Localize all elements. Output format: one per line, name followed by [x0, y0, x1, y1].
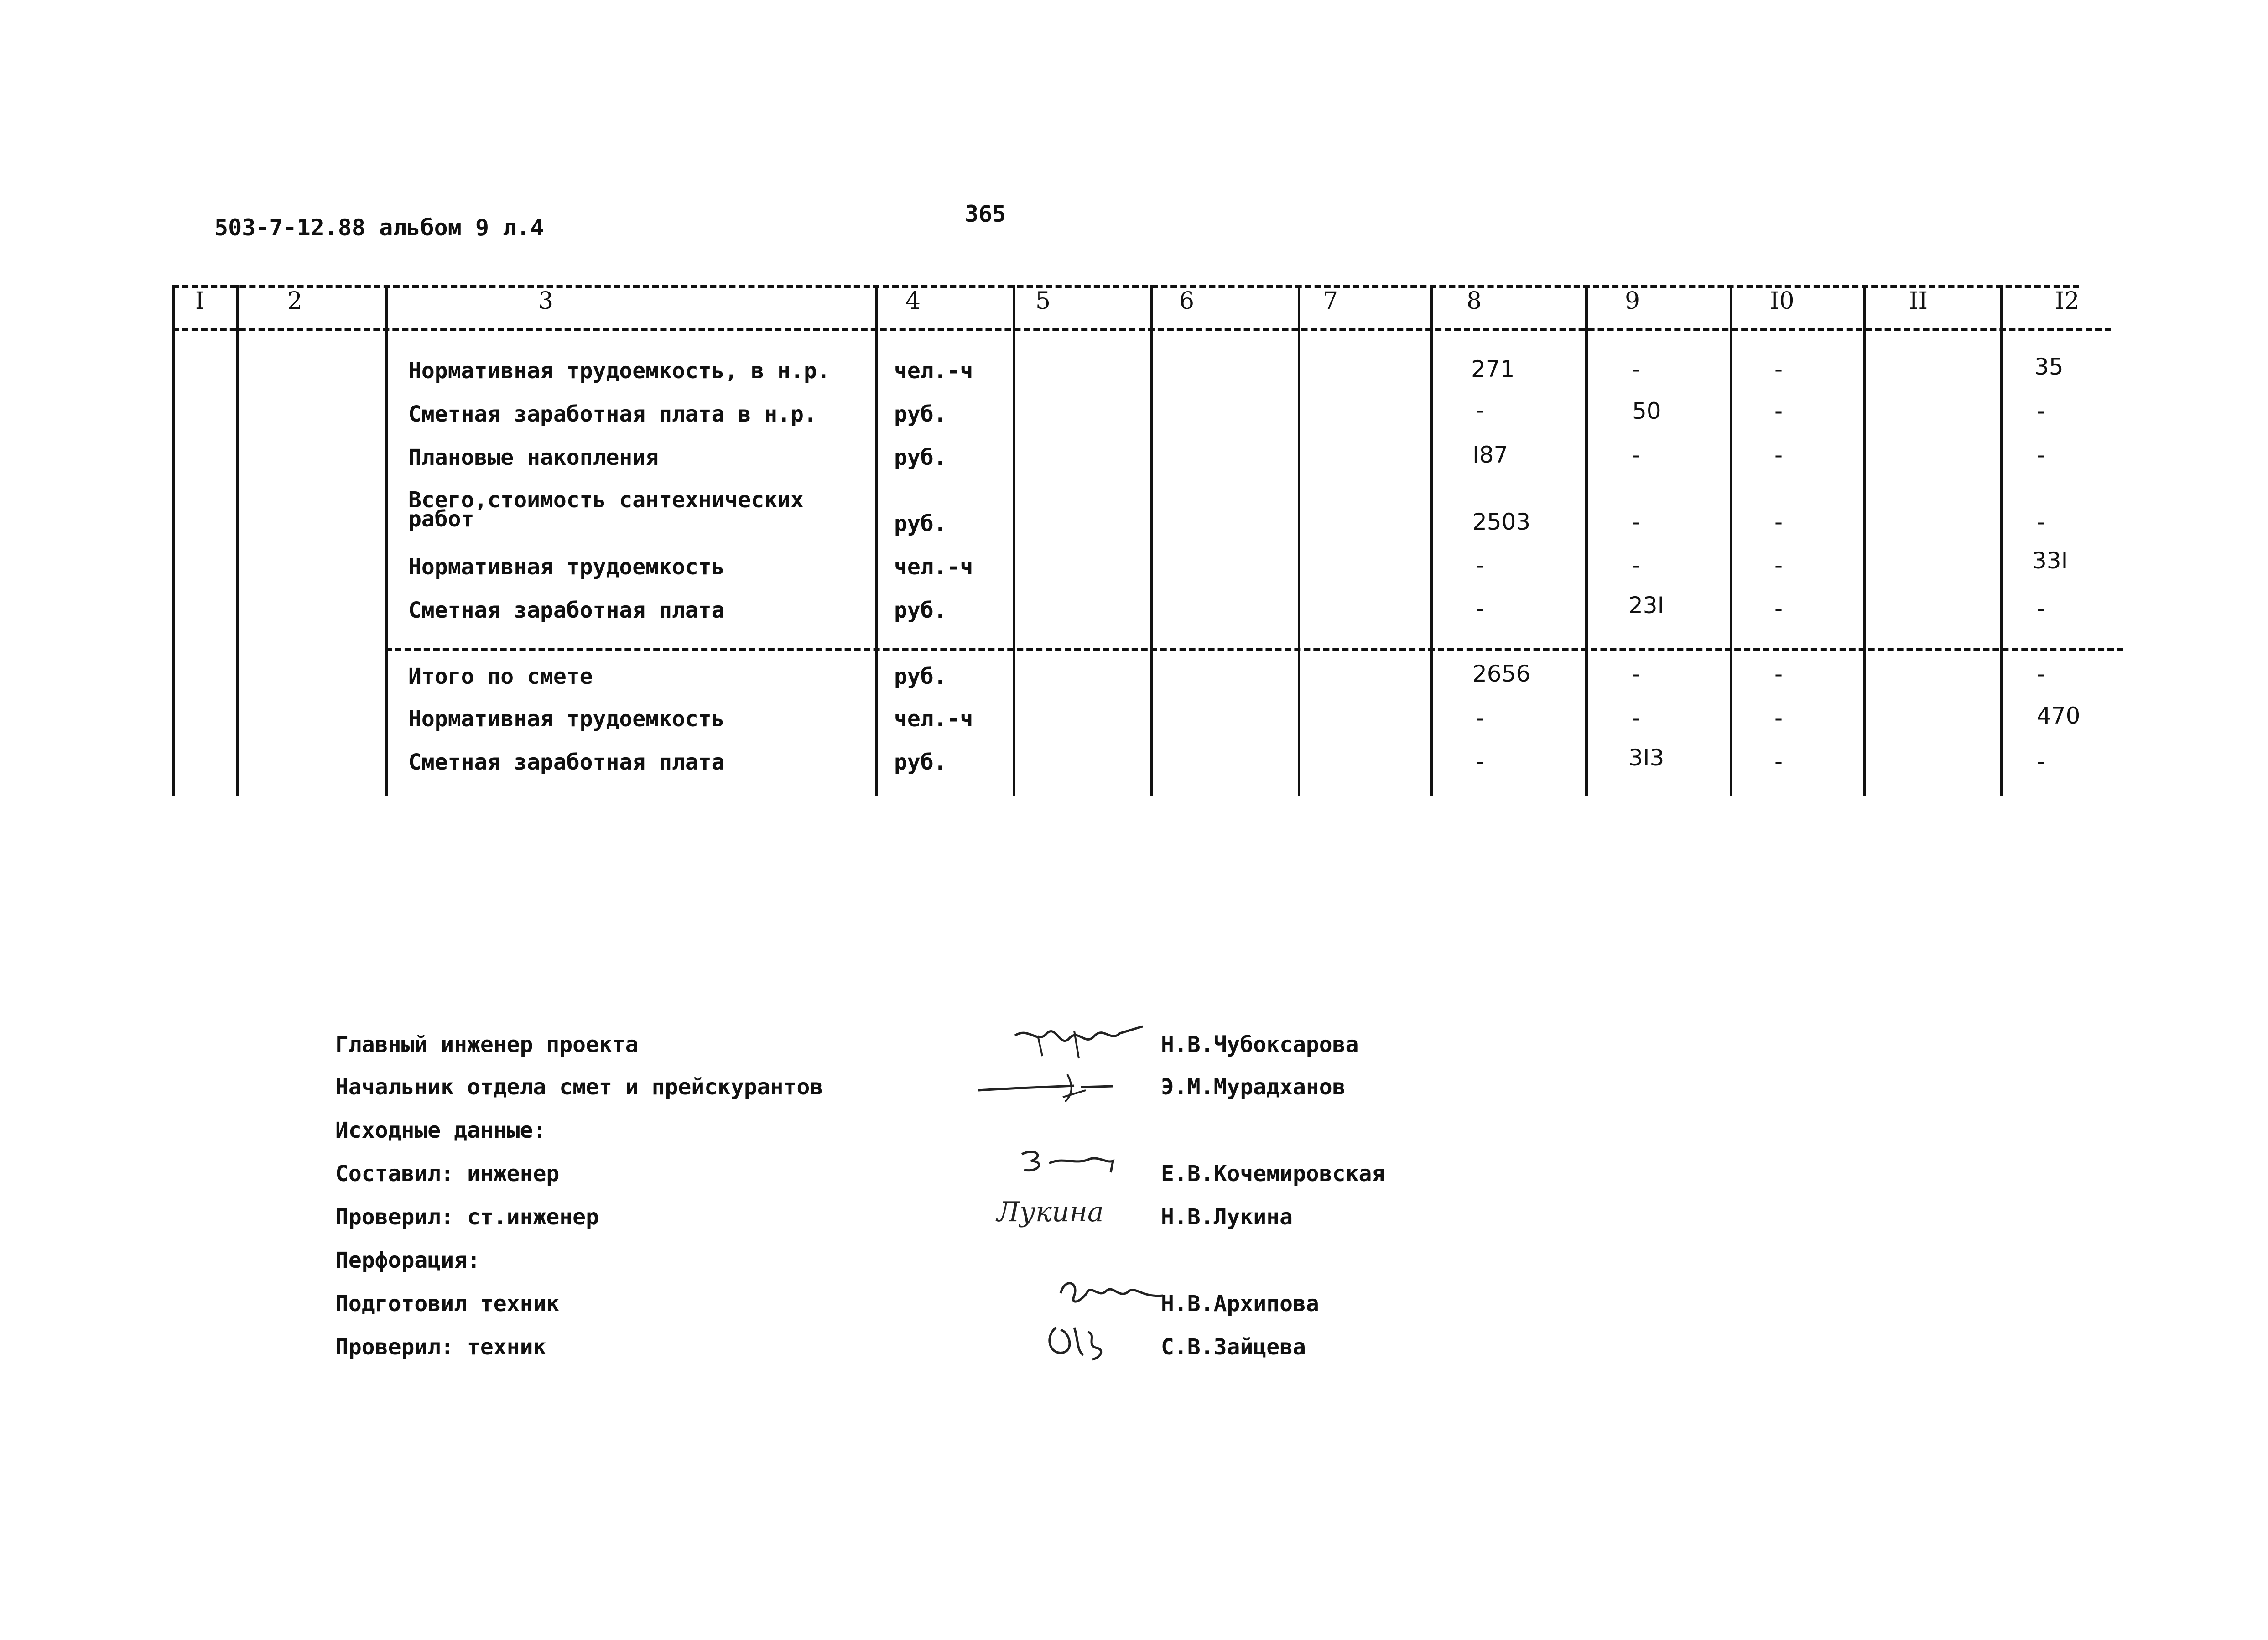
row-name: Нормативная трудоемкость [408, 554, 725, 580]
row-name: Сметная заработная плата [408, 598, 725, 623]
row-col8: - [1476, 397, 1484, 423]
row-col8: 2503 [1472, 509, 1531, 535]
row-col9: - [1632, 509, 1641, 535]
signature-arkhipova-icon [1056, 1273, 1165, 1314]
row-col10: - [1774, 552, 1783, 578]
col-header: 4 [905, 287, 921, 315]
col-rule [1013, 285, 1015, 796]
signer-role: Исходные данные: [335, 1118, 546, 1143]
signer-name: Н.В.Чубоксарова [1161, 1032, 1359, 1057]
signature-muradkhanov-icon [976, 1065, 1127, 1106]
header-bottom-rule [172, 328, 2111, 331]
signer-name: Е.В.Кочемировская [1161, 1161, 1385, 1187]
row-col10: - [1774, 595, 1783, 622]
signer-name: Э.М.Мурадханов [1161, 1074, 1346, 1100]
col-header: 8 [1467, 287, 1482, 315]
row-name: Нормативная трудоемкость, в н.р. [408, 358, 830, 384]
col-header: 2 [287, 287, 303, 315]
row-col8: - [1476, 595, 1484, 622]
col-header: I2 [2055, 287, 2080, 315]
row-col9: - [1632, 552, 1641, 578]
signer-name: Н.В.Лукина [1161, 1204, 1293, 1230]
col-header: 6 [1179, 287, 1195, 315]
col-rule [236, 285, 239, 796]
row-col10: - [1774, 705, 1783, 731]
row-col12: - [2037, 442, 2045, 468]
row-col12: 470 [2037, 703, 2081, 729]
col-rule [1150, 285, 1153, 796]
col-rule [385, 285, 388, 796]
row-unit: руб. [894, 664, 947, 689]
col-rule [2000, 285, 2003, 796]
col-rule [1298, 285, 1300, 796]
row-unit: руб. [894, 598, 947, 623]
signer-role: Перфорация: [335, 1248, 480, 1273]
total-separator-rule [385, 648, 2123, 651]
row-col12: 35 [2034, 354, 2064, 380]
signer-role: Составил: инженер [335, 1161, 560, 1187]
col-rule [172, 285, 175, 796]
signature-chuboksarova-icon [1010, 1022, 1147, 1063]
row-col8: - [1476, 748, 1484, 775]
col-rule [1730, 285, 1732, 796]
row-col9: - [1632, 356, 1641, 382]
row-unit: чел.-ч [894, 706, 973, 732]
estimate-table [0, 0, 2268, 803]
row-name: Сметная заработная плата [408, 750, 725, 775]
row-col9: - [1632, 442, 1641, 468]
row-col8: 2656 [1472, 661, 1531, 687]
row-name: Итого по смете [408, 664, 593, 689]
col-rule [1585, 285, 1588, 796]
document-code: 503-7-12.88 альбом 9 л.4 [214, 214, 544, 241]
signature-lukina-icon [992, 1188, 1129, 1234]
row-name: Сметная заработная плата в н.р. [408, 401, 817, 427]
signature-lukina-text: Лукина [997, 1196, 1104, 1228]
signature-kochemirovskaya-icon [1013, 1145, 1122, 1182]
row-col9: - [1632, 661, 1641, 687]
row-col9: 23I [1628, 592, 1665, 619]
row-col12: - [2037, 398, 2045, 424]
col-header: 7 [1323, 287, 1338, 315]
row-col10: - [1774, 398, 1783, 424]
signer-role: Главный инженер проекта [335, 1032, 639, 1057]
row-col10: - [1774, 509, 1783, 535]
signer-role: Проверил: техник [335, 1334, 546, 1360]
row-col12: - [2037, 661, 2045, 687]
col-rule [1430, 285, 1433, 796]
col-header: II [1909, 287, 1928, 315]
row-col12: 33I [2032, 547, 2068, 574]
row-col8: 271 [1471, 356, 1515, 382]
row-col10: - [1774, 748, 1783, 775]
row-col8: I87 [1472, 442, 1509, 468]
row-unit: руб. [894, 750, 947, 775]
row-unit: руб. [894, 401, 947, 427]
row-unit: руб. [894, 511, 947, 536]
row-col9: 50 [1632, 398, 1661, 424]
row-col12: - [2037, 509, 2045, 535]
row-col12: - [2037, 748, 2045, 775]
signature-zaytseva-icon [1042, 1314, 1111, 1364]
row-col10: - [1774, 661, 1783, 687]
row-col10: - [1774, 442, 1783, 468]
row-name: Плановые накопления [408, 445, 659, 470]
col-header: 9 [1625, 287, 1640, 315]
row-col8: - [1476, 552, 1484, 578]
row-unit: чел.-ч [894, 358, 973, 384]
signer-name: Н.В.Архипова [1161, 1291, 1319, 1317]
row-col9: - [1632, 705, 1641, 731]
signer-role: Подготовил техник [335, 1291, 560, 1317]
col-header: 3 [538, 287, 554, 315]
row-unit: руб. [894, 445, 947, 470]
row-col8: - [1476, 705, 1484, 731]
col-header: I0 [1770, 287, 1795, 315]
row-name: Нормативная трудоемкость [408, 706, 725, 732]
signer-role: Начальник отдела смет и прейскурантов [335, 1074, 823, 1100]
page-number: 365 [965, 201, 1006, 227]
row-col10: - [1774, 356, 1783, 382]
row-unit: чел.-ч [894, 554, 973, 580]
row-col12: - [2037, 595, 2045, 622]
row-name: Всего,стоимость сантехнических работ [408, 487, 804, 532]
col-header: 5 [1035, 287, 1051, 315]
signer-name: С.В.Зайцева [1161, 1334, 1306, 1360]
col-rule [875, 285, 878, 796]
col-header: I [195, 287, 205, 315]
row-col9: 3I3 [1628, 745, 1665, 771]
col-rule [1863, 285, 1866, 796]
signer-role: Проверил: ст.инженер [335, 1204, 599, 1230]
